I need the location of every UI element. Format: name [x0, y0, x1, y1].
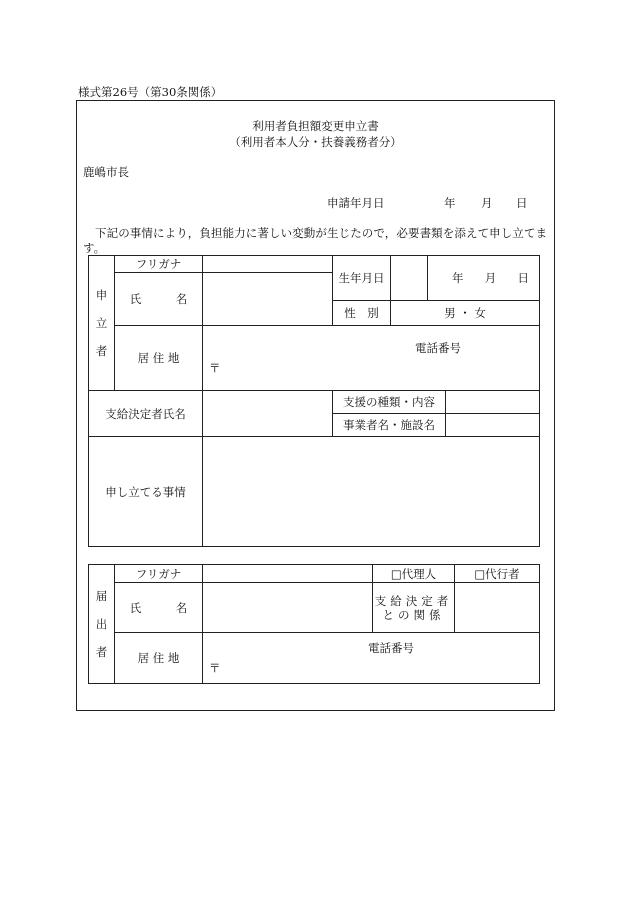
form-title: 利用者負担額変更申立書 [252, 119, 379, 133]
notifier-section-label [89, 565, 115, 684]
applicant-address-field[interactable] [203, 326, 540, 391]
applicant-phone-label: 電話番号 [415, 341, 461, 355]
business-name-field[interactable] [446, 414, 540, 437]
recipient-name-label: 支給決定者氏名 [89, 391, 203, 437]
notifier-table [88, 564, 540, 684]
applicant-furigana-field[interactable] [203, 256, 333, 273]
applicant-char-2: 立 [95, 316, 108, 330]
notifier-name-field[interactable] [203, 583, 373, 633]
applicant-birthdate-era-field[interactable] [391, 256, 428, 301]
notifier-address-field[interactable] [203, 633, 540, 684]
applicant-address-label: 居 住 地 [115, 326, 203, 391]
applicant-table [88, 255, 540, 547]
relation-line-1: 支給決定者 [374, 593, 453, 608]
applicant-birthdate-field[interactable] [428, 256, 540, 301]
notifier-char-1: 届 [95, 589, 108, 603]
applicant-name-field[interactable] [203, 273, 333, 326]
application-date-month[interactable]: 月 [481, 196, 493, 210]
notifier-phone-label: 電話番号 [368, 641, 414, 655]
notifier-postal-mark: 〒 [209, 661, 221, 675]
notifier-char-3: 者 [95, 645, 108, 659]
notifier-furigana-label: フリガナ [115, 565, 203, 583]
applicant-section-label [89, 256, 115, 391]
applicant-char-1: 申 [95, 288, 108, 302]
recipient-name-field[interactable] [203, 391, 333, 437]
notifier-address-label: 居 住 地 [115, 633, 203, 684]
postal-mark: 〒 [209, 361, 221, 375]
form-number: 様式第26号（第30条関係） [78, 85, 223, 99]
application-date-day[interactable]: 日 [516, 196, 528, 210]
applicant-char-3: 者 [95, 344, 108, 358]
support-type-field[interactable] [446, 391, 540, 414]
notifier-furigana-field[interactable] [203, 565, 373, 583]
proxy-checkbox[interactable]: □代行者 [455, 565, 540, 583]
addressee: 鹿嶋市長 [83, 165, 129, 179]
applicant-gender-label: 性 別 [333, 301, 391, 326]
support-type-label: 支援の種類・内容 [333, 391, 446, 414]
birth-year-label: 年 [452, 271, 464, 285]
reason-label: 申し立てる事情 [89, 437, 203, 547]
relation-field[interactable] [455, 583, 540, 633]
notifier-name-label: 氏 名 [115, 583, 203, 633]
application-date-year[interactable]: 年 [444, 196, 456, 210]
applicant-furigana-label: フリガナ [115, 256, 203, 273]
applicant-name-label: 氏 名 [115, 273, 203, 326]
agent-checkbox[interactable]: □代理人 [373, 565, 455, 583]
relation-line-2: との関係 [382, 607, 445, 622]
form-subtitle: （利用者本人分・扶養義務者分） [229, 135, 402, 149]
birth-month-label: 月 [484, 271, 497, 285]
relation-label [373, 583, 455, 633]
applicant-gender-options[interactable]: 男 ・ 女 [391, 301, 540, 326]
applicant-birthdate-label: 生年月日 [333, 256, 391, 301]
notifier-char-2: 出 [95, 617, 108, 631]
birth-day-label: 日 [517, 271, 529, 285]
reason-field[interactable] [203, 437, 540, 547]
application-date-label: 申請年月日 [327, 196, 385, 210]
business-name-label: 事業者名・施設名 [333, 414, 446, 437]
body-text: 下記の事情により，負担能力に著しい変動が生じたので，必要書類を添えて申し立てます。 [83, 226, 548, 255]
